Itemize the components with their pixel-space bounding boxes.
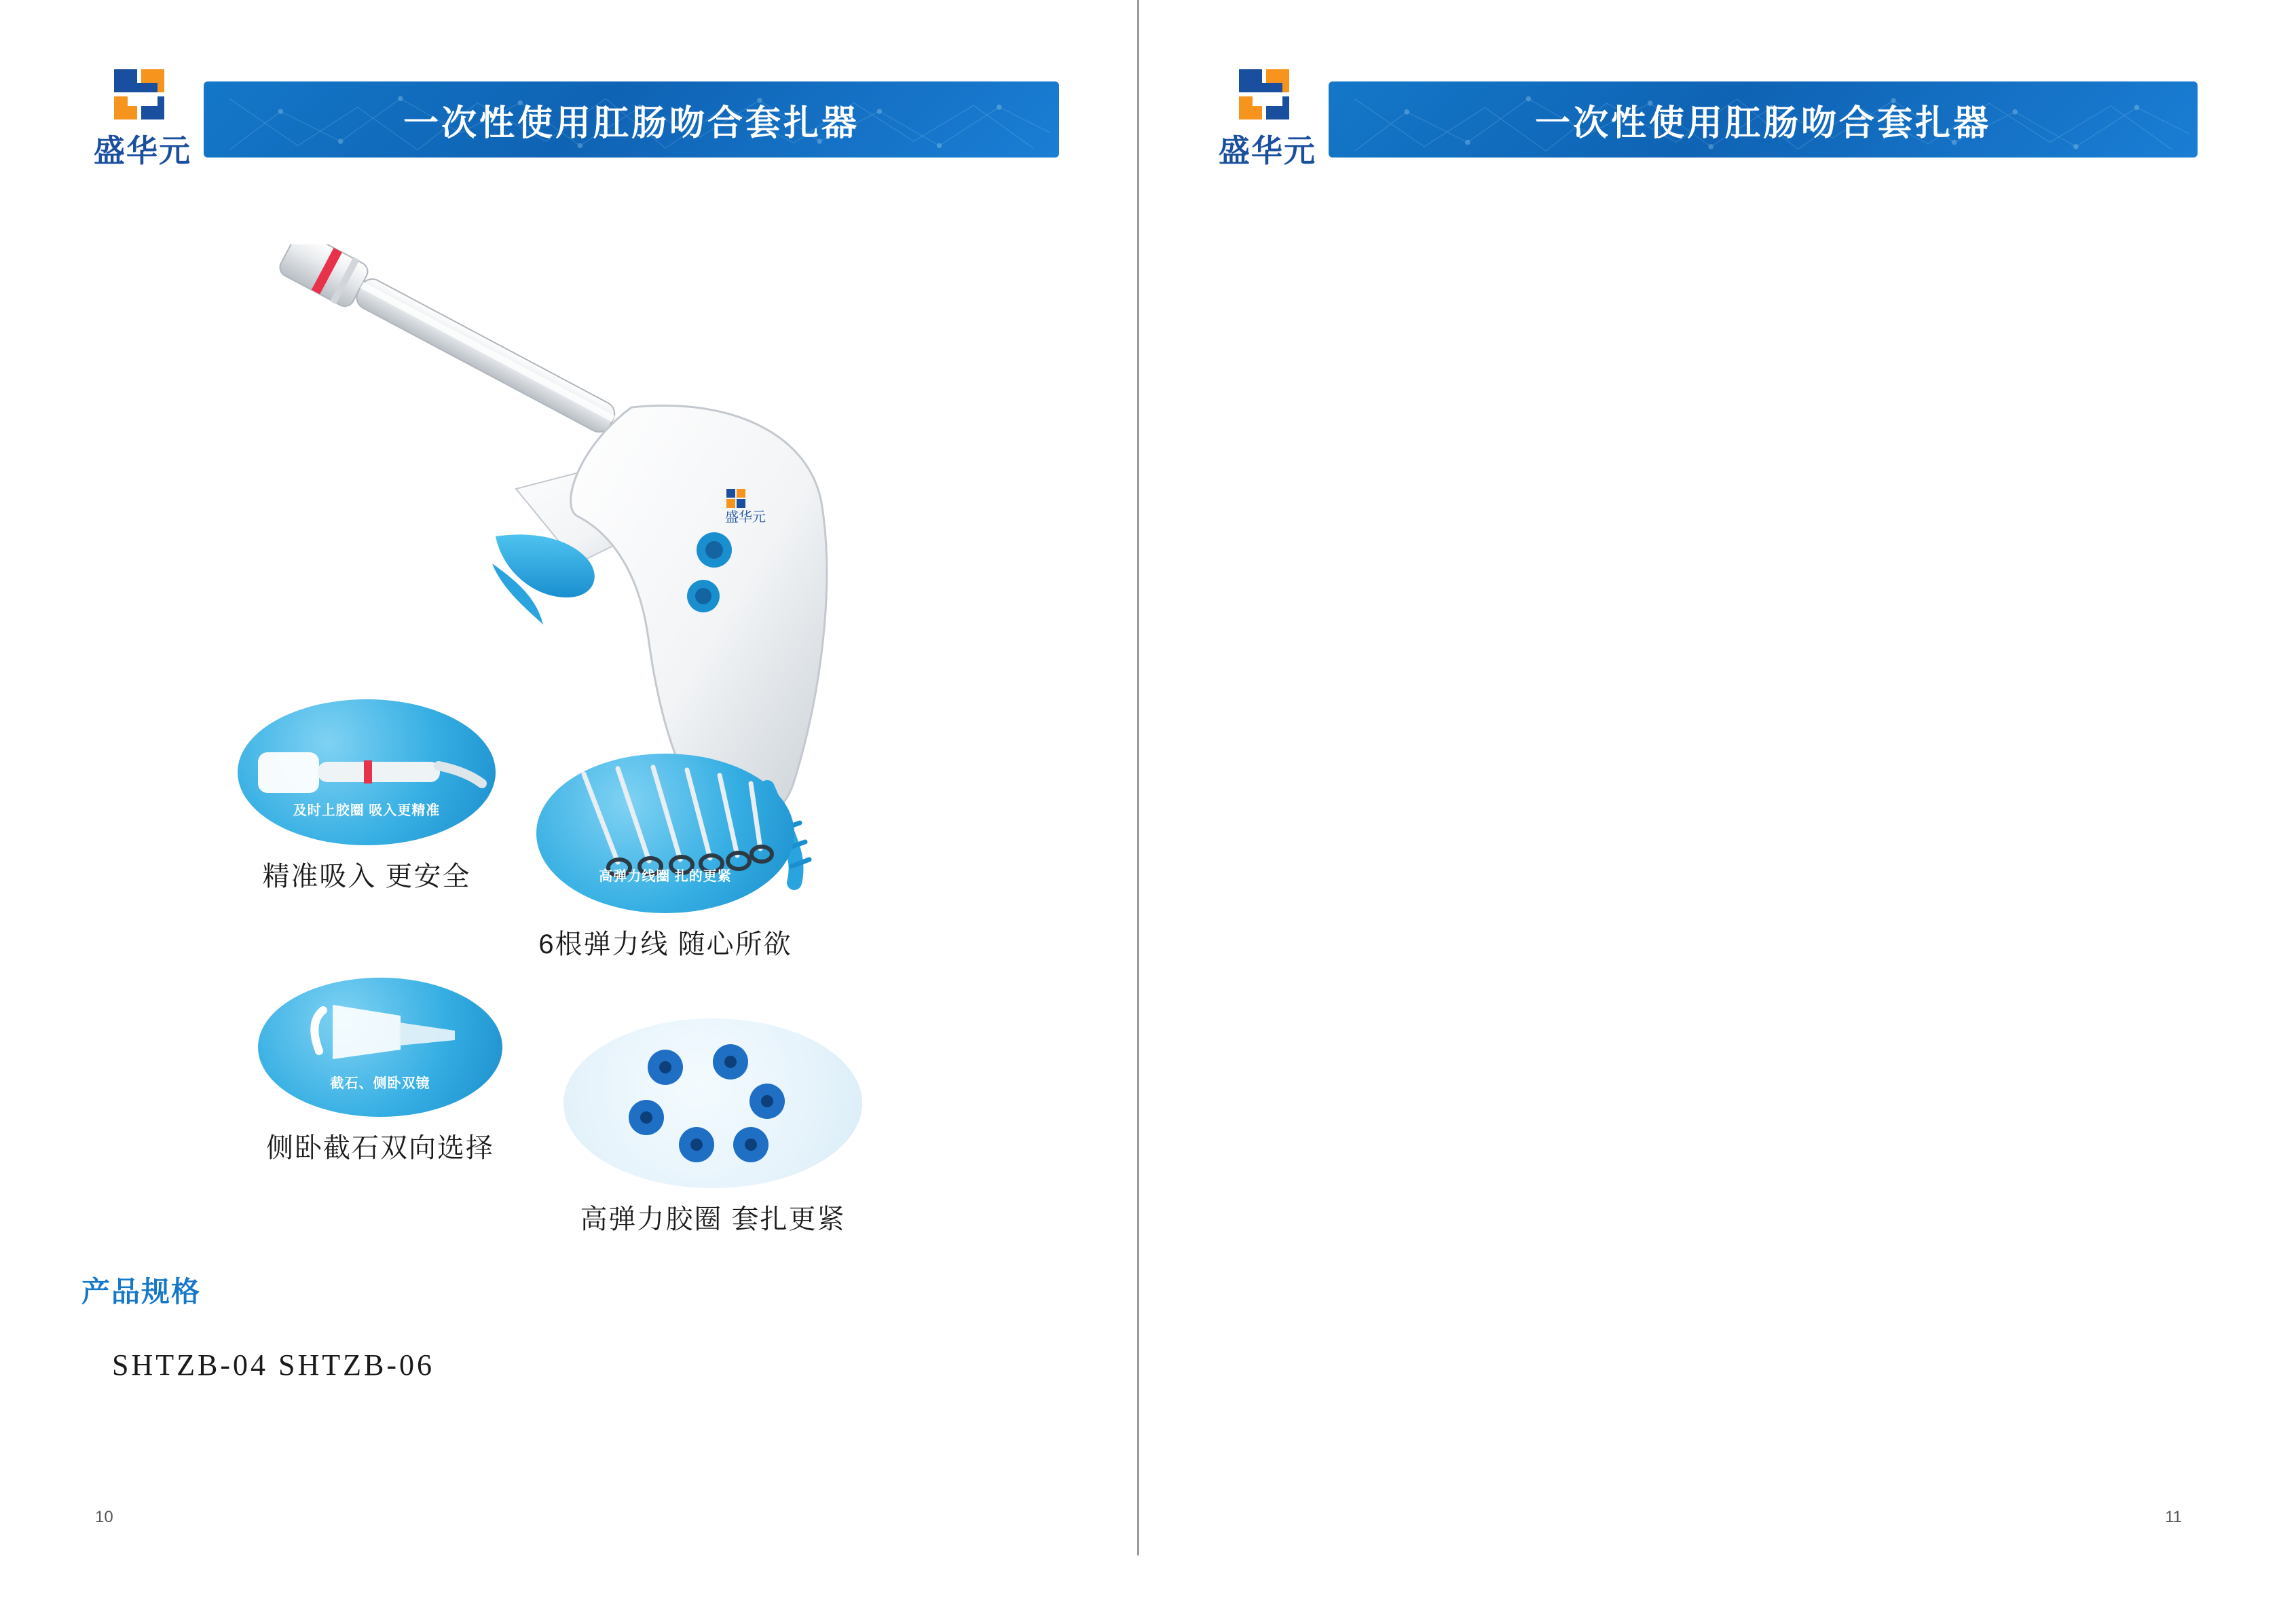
feature-item-2: [523, 754, 808, 961]
page-title-left: 一次性使用肛肠吻合套扎器: [403, 103, 859, 143]
feature-label-4: 高弹力胶圈 套扎更紧: [580, 1204, 846, 1234]
elastic-lines-icon: [536, 754, 794, 913]
feature-label-3: 侧卧截石双向选择: [266, 1133, 494, 1163]
feature-badge-2: 高弹力线圈 扎的更紧: [599, 868, 732, 884]
brand-logo-text-right: 盛华元: [1219, 133, 1316, 168]
feature-item-1: [231, 699, 502, 893]
feature-image-1: [238, 699, 496, 845]
svg-text:盛华元: 盛华元: [725, 510, 766, 525]
brand-logo: [81, 68, 204, 171]
page-number-left: 10: [95, 1508, 113, 1526]
feature-image-2: [536, 754, 794, 913]
four-square-logo-icon: [111, 68, 174, 121]
brand-logo-text: 盛华元: [94, 133, 191, 168]
feature-badge-3: 截石、侧卧双镜: [330, 1076, 430, 1092]
spec-title: 产品规格: [81, 1276, 202, 1308]
brand-logo-right: [1206, 68, 1329, 171]
feature-image-4: [563, 1018, 862, 1188]
feature-item-3: [244, 978, 516, 1165]
dual-scope-icon: [258, 978, 502, 1117]
feature-item-4: [557, 1018, 869, 1236]
feature-image-3: [258, 978, 502, 1117]
header-right: [1206, 68, 2198, 171]
page-title-right: 一次性使用肛肠吻合套扎器: [1534, 103, 1991, 143]
spec-value: SHTZB-04 SHTZB-06: [112, 1348, 434, 1382]
page-title-bar-left: [204, 81, 1059, 158]
page-number-right: 11: [2165, 1508, 2182, 1526]
four-square-logo-icon: [1236, 68, 1299, 121]
feature-label-1: 精准吸入 更安全: [262, 862, 471, 891]
header-left: [81, 68, 1059, 171]
feature-label-2: 6根弹力线 随心所欲: [538, 929, 792, 959]
page-title-bar-right: [1329, 81, 2198, 158]
rubber-bands-icon: [563, 1018, 862, 1188]
page-left: [0, 0, 1138, 1555]
suction-head-icon: [238, 699, 496, 845]
feature-badge-1: 及时上胶圈 吸入更精准: [293, 803, 441, 819]
page-right: [1138, 0, 2277, 1555]
